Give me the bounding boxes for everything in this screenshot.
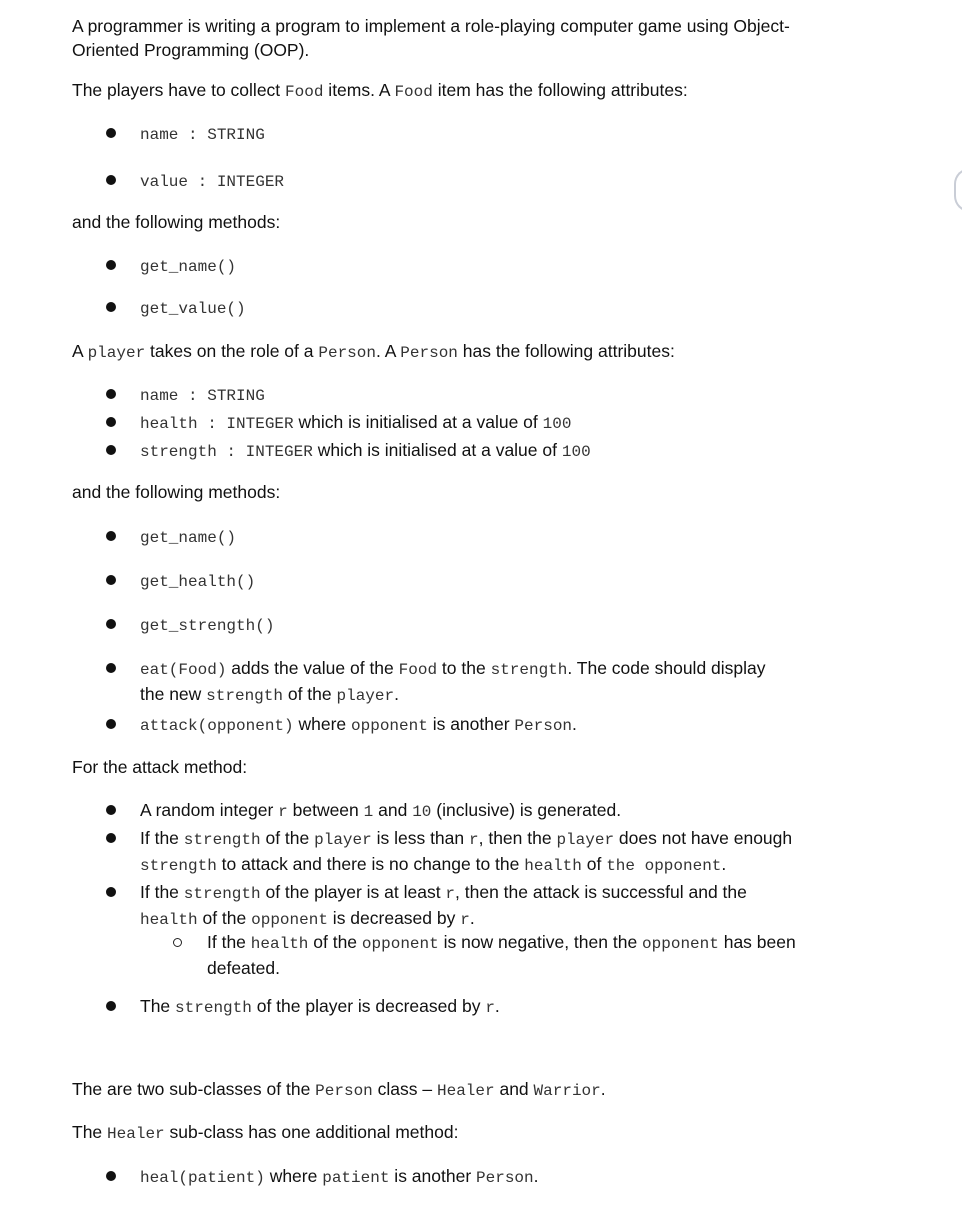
bullet-icon: [106, 1001, 116, 1011]
food-method-get-name: get_name(): [140, 258, 237, 276]
bullet-icon: [106, 575, 116, 585]
attack-rule-random: A random integer r between 1 and 10 (inclusive) is generated.: [140, 800, 622, 821]
bullet-icon: [106, 619, 116, 629]
intro-line-2: Oriented Programming (OOP).: [72, 40, 310, 60]
bullet-icon: [106, 719, 116, 729]
bullet-icon: [106, 175, 116, 185]
intro-line-1: A programmer is writing a program to implement a role-playing computer game using Object-: [72, 16, 790, 36]
food-attribute-value: value : INTEGER: [140, 173, 285, 191]
food-attribute-name: name : STRING: [140, 126, 265, 144]
attack-rule-strength-decrease: The strength of the player is decreased by r.: [140, 996, 500, 1017]
healer-method-heal: heal(patient) where patient is another Person.: [140, 1166, 539, 1187]
bullet-icon: [106, 805, 116, 815]
bullet-icon: [106, 833, 116, 843]
bullet-icon: [106, 445, 116, 455]
subclasses-paragraph: The are two sub-classes of the Person class – Healer and Warrior.: [72, 1079, 606, 1100]
bullet-icon: [106, 389, 116, 399]
person-method-eat: eat(Food) adds the value of the Food to the strength. The code should display the new strength of the player.: [140, 658, 766, 705]
attack-method-intro: For the attack method:: [72, 757, 248, 777]
food-methods-intro: and the following methods:: [72, 212, 281, 232]
person-intro: A player takes on the role of a Person. A Person has the following attributes:: [72, 341, 675, 362]
food-method-get-value: get_value(): [140, 300, 246, 318]
bullet-icon: [106, 1171, 116, 1181]
person-method-get-name: get_name(): [140, 529, 237, 547]
person-methods-intro: and the following methods:: [72, 482, 281, 502]
attack-rule-success: If the strength of the player is at least r, then the attack is successful and the health of the opponent is decreased by r.: [140, 882, 747, 929]
bullet-icon: [106, 302, 116, 312]
bullet-icon: [106, 663, 116, 673]
page-edge-marker: [954, 168, 962, 212]
person-method-get-strength: get_strength(): [140, 617, 275, 635]
bullet-icon: [106, 531, 116, 541]
person-method-attack: attack(opponent) where opponent is another Person.: [140, 714, 577, 735]
intro-paragraph: [72, 14, 927, 62]
person-attribute-strength: strength : INTEGER which is initialised at a value of 100: [140, 440, 591, 461]
bullet-icon: [106, 887, 116, 897]
person-attribute-health: health : INTEGER which is initialised at a value of 100: [140, 412, 572, 433]
attack-rule-weak: If the strength of the player is less than r, then the player does not have enough strength to attack and there is no change to the health of the opponent.: [140, 828, 793, 875]
healer-intro: The Healer sub-class has one additional method:: [72, 1122, 459, 1143]
circle-bullet-icon: [173, 938, 182, 947]
person-attribute-name: name : STRING: [140, 387, 265, 405]
bullet-icon: [106, 128, 116, 138]
bullet-icon: [106, 260, 116, 270]
person-method-get-health: get_health(): [140, 573, 256, 591]
attack-rule-defeated: If the health of the opponent is now negative, then the opponent has been defeated.: [207, 932, 796, 978]
food-intro: The players have to collect Food items. A Food item has the following attributes:: [72, 80, 688, 101]
bullet-icon: [106, 417, 116, 427]
